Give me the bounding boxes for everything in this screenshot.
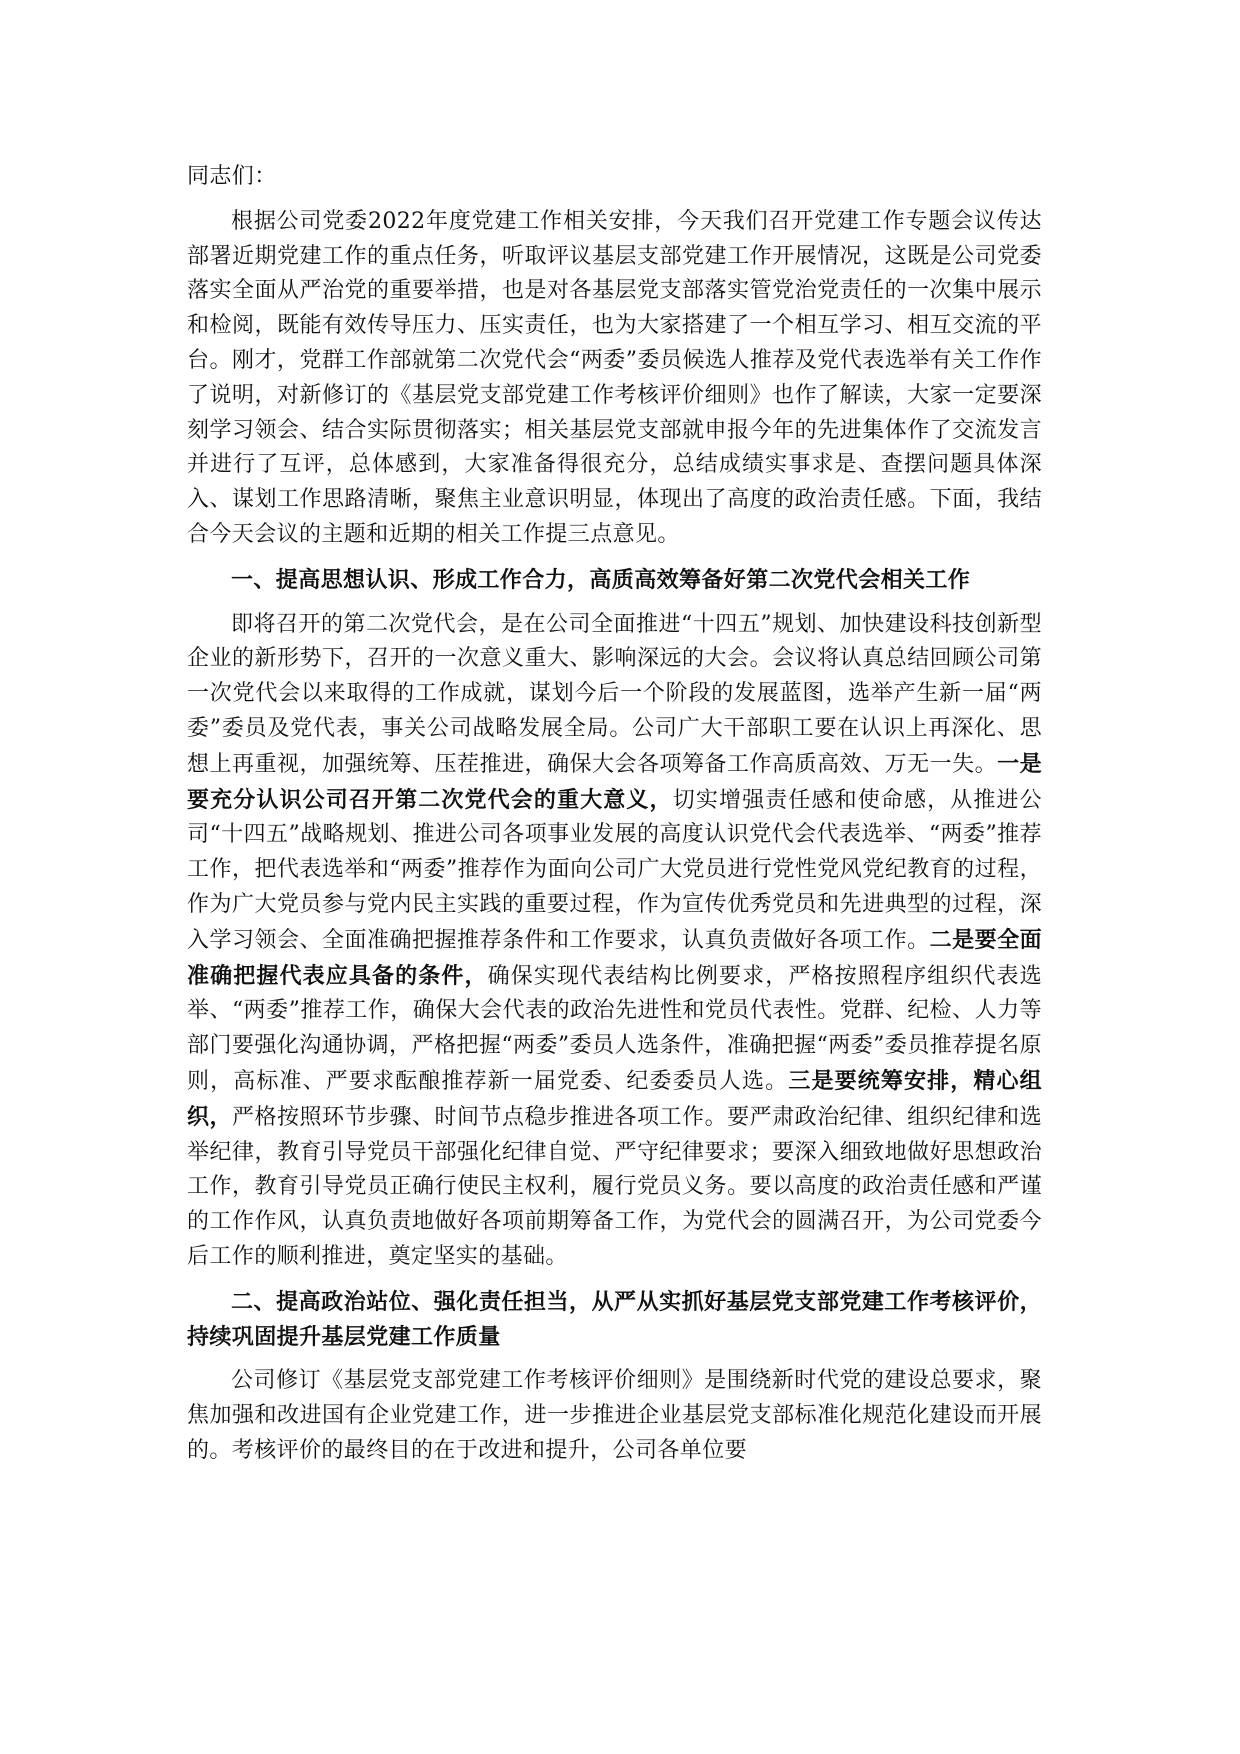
- section-1-heading: 一、提高思想认识、形成工作合力，高质高效筹备好第二次党代会相关工作: [231, 566, 971, 593]
- section-1-text-3: 确保实现代表结构比例要求，严格按照程序组织代表选举、“两委”推荐工作，确保大会代表的政治先进性和党员代表性。党群、纪检、人力等部门要强化沟通协调，严格把握“两委”委员人选条件，准确把握“两委”委员推荐提名原则，高标准、严要求酝酿推荐新一届党委、纪委委员人选。: [187, 963, 1043, 1094]
- section-1-text-4: 严格按照环节步骤、时间节点稳步推进各项工作。要严肃政治纪律、组织纪律和选举纪律，教育引导党员干部强化纪律自觉、严守纪律要求；要深入细致地做好思想政治工作，教育引导党员正确行使民主权利，履行党员义务。要以高度的政治责任感和严谨的工作作风，认真负责地做好各项前期筹备工作，为党代会的圆满召开，为公司党委今后工作的顺利推进，奠定坚实的基础。: [187, 1104, 1042, 1269]
- section-1-point-1: 一是要充分认识公司召开第二次党代会的重大意义，: [187, 750, 1042, 813]
- salutation: 同志们：: [187, 164, 277, 189]
- section-2-paragraph: 公司修订《基层党支部党建工作考核评价细则》是围绕新时代党的建设总要求，聚焦加强和改进国有企业党建工作，进一步推进企业基层党支部标准化规范化建设而开展的。考核评价的最终目的在于改进和提升，公司各单位要: [187, 1368, 1042, 1463]
- section-1-text-2: 切实增强责任感和使命感，从推进公司“十四五”战略规划、推进公司各项事业发展的高度认识党代会代表选举、“两委”推荐工作，把代表选举和“两委”推荐作为面向公司广大党员进行党性党风党纪教育的过程，作为广大党员参与党内民主实践的重要过程，作为宣传优秀党员和先进典型的过程，深入学习领会、全面准确把握推荐条件和工作要求，认真负责做好各项工作。: [187, 787, 1043, 953]
- section-1-point-3: 三是要统筹安排，精心组织，: [187, 1067, 1043, 1130]
- intro-paragraph: 根据公司党委2022年度党建工作相关安排，今天我们召开党建工作专题会议传达部署近期党建工作的重点任务，听取评议基层支部党建工作开展情况，这既是公司党委落实全面从严治党的重要举措，也是对各基层党支部落实管党治党责任的一次集中展示和检阅，既能有效传导压力、压实责任，也为大家搭建了一个相互学习、相互交流的平台。刚才，党群工作部就第二次党代会“两委”委员候选人推荐及党代表选举有关工作作了说明，对新修订的《基层党支部党建工作考核评价细则》也作了解读，大家一定要深刻学习领会、结合实际贯彻落实；相关基层党支部就申报今年的先进集体作了交流发言并进行了互评，总体感到，大家准备得很充分，总结成绩实事求是、查摆问题具体深入、谋划工作思路清晰，聚焦主业意识明显，体现出了高度的政治责任感。下面，我结合今天会议的主题和近期的相关工作提三点意见。: [187, 208, 1042, 547]
- section-1-paragraph: [187, 608, 1042, 1275]
- section-1-text-1: 即将召开的第二次党代会，是在公司全面推进“十四五”规划、加快建设科技创新型企业的新形势下，召开的一次意义重大、影响深远的大会。会议将认真总结回顾公司第一次党代会以来取得的工作成就，谋划今后一个阶段的发展蓝图，选举产生新一届“两委”委员及党代表，事关公司战略发展全局。公司广大干部职工要在认识上再深化、思想上再重视，加强统筹、压茬推进，确保大会各项筹备工作高质高效、万无一失。: [187, 611, 1042, 777]
- document-body: [187, 160, 1042, 1469]
- section-2-heading: 二、提高政治站位、强化责任担当，从严从实抓好基层党支部党建工作考核评价，持续巩固提升基层党建工作质量: [187, 1288, 1042, 1350]
- section-1-point-2: 二是要全面准确把握代表应具备的条件，: [187, 926, 1042, 989]
